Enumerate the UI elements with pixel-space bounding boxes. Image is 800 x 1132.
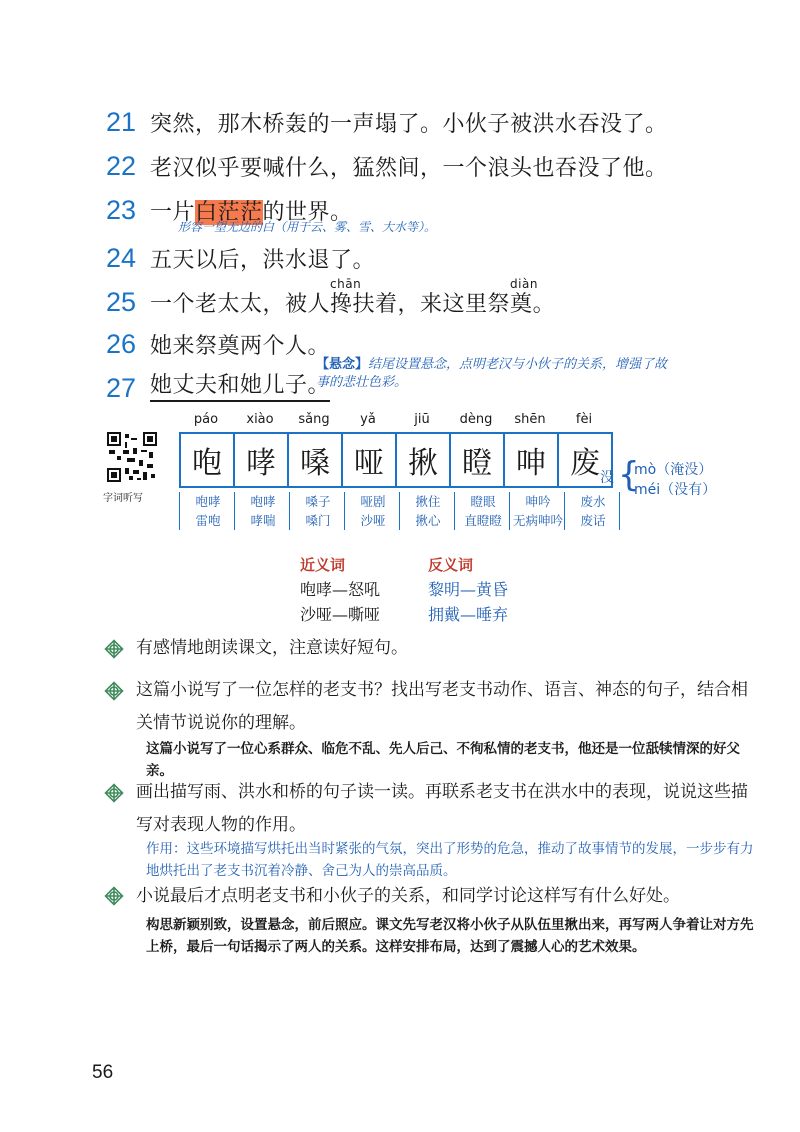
qr-code-icon[interactable] bbox=[107, 432, 157, 482]
vocab-pinyin: shēn bbox=[514, 412, 546, 427]
vocab-word: 废话 bbox=[580, 513, 606, 528]
vocab-word-column bbox=[234, 492, 289, 530]
sentence-text bbox=[150, 277, 556, 317]
vocab-word-column bbox=[564, 492, 620, 530]
vocab-word: 哮喘 bbox=[250, 513, 276, 528]
vocab-word: 沙哑 bbox=[360, 513, 386, 528]
vocab-word-column bbox=[509, 492, 564, 530]
annotation-text: 结尾设置悬念，点明老汉与小伙子的关系，增强了故事的悲壮色彩。 bbox=[316, 357, 668, 390]
vocab-word: 嗓门 bbox=[305, 513, 331, 528]
annotated-char: 搀 bbox=[330, 292, 353, 317]
vocab-char: 揪 bbox=[397, 434, 451, 486]
sentence-number: 25 bbox=[106, 287, 137, 317]
synonyms-block bbox=[300, 554, 380, 625]
question-bullet-icon bbox=[103, 885, 125, 907]
polyphone-reading: méi（没有） bbox=[634, 482, 717, 498]
vocab-word: 瞪眼 bbox=[470, 494, 496, 509]
sentence-text: 她来祭奠两个人。 bbox=[150, 334, 331, 359]
question-3: 画出描写雨、洪水和桥的句子读一读。再联系老支书在洪水中的表现，说说这些描写对表现人物的作用。 bbox=[136, 782, 748, 835]
sentence-text-part: 扶着，来这里祭 bbox=[352, 292, 511, 317]
vocab-char-table bbox=[179, 432, 613, 488]
annotated-char: 奠 bbox=[510, 292, 533, 317]
vocab-word-column bbox=[289, 492, 344, 530]
polyphone-reading: mò（淹没） bbox=[634, 462, 713, 478]
vocab-word-column bbox=[399, 492, 454, 530]
qr-label: 字词听写 bbox=[103, 493, 143, 504]
polyphone-char: 没 bbox=[600, 470, 614, 486]
vocab-word: 揪心 bbox=[415, 513, 441, 528]
highlighted-word: 白茫茫 bbox=[195, 200, 263, 225]
sentence-number: 27 bbox=[106, 373, 137, 403]
vocab-char: 咆 bbox=[181, 434, 235, 486]
antonyms-title: 反义词 bbox=[428, 556, 474, 574]
sentence-27 bbox=[106, 362, 330, 402]
sentence-text: 她丈夫和她儿子。 bbox=[150, 375, 330, 402]
question-1: 有感情地朗读课文，注意读好短句。 bbox=[136, 638, 408, 658]
brace-icon: { bbox=[618, 455, 640, 495]
question-4: 小说最后才点明老支书和小伙子的关系，和同学讨论这样写有什么好处。 bbox=[136, 886, 680, 906]
vocab-word: 咆哮 bbox=[250, 494, 276, 509]
pinyin-annotation: diàn bbox=[510, 277, 538, 291]
sentence-text: 老汉似乎要喊什么，猛然间，一个浪头也吞没了他。 bbox=[150, 156, 668, 181]
vocab-word: 直瞪瞪 bbox=[464, 513, 502, 528]
vocab-words-row bbox=[179, 492, 620, 530]
vocab-word-column bbox=[344, 492, 399, 530]
antonym-pair: 拥戴—唾弃 bbox=[428, 605, 509, 624]
antonym-pair: 黎明—黄昏 bbox=[428, 580, 509, 599]
sentence-21 bbox=[106, 96, 668, 136]
vocab-pinyin: xiào bbox=[246, 412, 274, 427]
sentence-22 bbox=[106, 140, 668, 180]
question-bullet-icon bbox=[103, 680, 125, 702]
word-annotation: 形容一望无边的白（用于云、雾、雪、大水等）。 bbox=[178, 220, 437, 234]
vocab-char: 废 bbox=[570, 446, 600, 481]
vocab-char: 哑 bbox=[343, 434, 397, 486]
sentence-text-part: 的世界。 bbox=[262, 200, 353, 225]
vocab-char: 呻 bbox=[505, 434, 559, 486]
vocab-word: 呻吟 bbox=[525, 494, 551, 509]
sentence-number: 24 bbox=[106, 243, 137, 273]
question-bullet-icon bbox=[103, 782, 125, 804]
vocab-pinyin: páo bbox=[193, 412, 219, 427]
vocab-word: 嗓子 bbox=[305, 494, 331, 509]
antonyms-block bbox=[428, 554, 508, 625]
vocab-word: 无病呻吟 bbox=[512, 513, 563, 528]
sentence-26 bbox=[106, 318, 330, 358]
vocab-word-column bbox=[454, 492, 509, 530]
answer-3: 作用：这些环境描写烘托出当时紧张的气氛，突出了形势的危急，推动了故事情节的发展，一步步有力地烘托出了老支书沉着冷静、舍己为人的崇高品质。 bbox=[146, 841, 754, 879]
question-2: 这篇小说写了一位怎样的老支书？找出写老支书动作、语言、神态的句子，结合相关情节说说你的理解。 bbox=[136, 680, 748, 733]
sentence-text: 五天以后，洪水退了。 bbox=[150, 248, 376, 273]
vocab-pinyin: sǎng bbox=[298, 412, 330, 427]
vocab-word-column bbox=[179, 492, 234, 530]
vocab-word: 废水 bbox=[580, 494, 606, 509]
page-number: 56 bbox=[92, 1062, 114, 1083]
vocab-pinyin: jiū bbox=[414, 412, 430, 427]
vocab-word: 咆哮 bbox=[195, 494, 221, 509]
vocab-pinyin-row bbox=[179, 412, 611, 427]
annotation-tag: 【悬念】 bbox=[316, 357, 369, 372]
sentence-24 bbox=[106, 232, 375, 272]
answer-2: 这篇小说写了一位心系群众、临危不乱、先人后己、不徇私情的老支书，他还是一位舐犊情深的好父亲。 bbox=[146, 741, 740, 779]
vocab-pinyin: yǎ bbox=[360, 412, 376, 427]
sentence-text-part: 。 bbox=[532, 292, 556, 317]
sentence-number: 22 bbox=[106, 151, 137, 181]
sentence-number: 26 bbox=[106, 329, 137, 359]
vocab-word: 揪住 bbox=[415, 494, 441, 509]
vocab-char: 嗓 bbox=[289, 434, 343, 486]
synonym-pair: 沙哑—嘶哑 bbox=[300, 605, 381, 624]
vocab-word: 哑剧 bbox=[360, 494, 386, 509]
question-bullet-icon bbox=[103, 638, 125, 660]
vocab-pinyin: fèi bbox=[575, 412, 593, 427]
sentence-25 bbox=[106, 276, 555, 316]
synonyms-title: 近义词 bbox=[300, 556, 346, 574]
sentence-number: 21 bbox=[106, 107, 137, 137]
vocab-word: 雷咆 bbox=[195, 513, 221, 528]
vocab-char: 哮 bbox=[235, 434, 289, 486]
sentence-text-part: 一片 bbox=[150, 200, 196, 225]
vocab-char: 瞪 bbox=[451, 434, 505, 486]
sentence-number: 23 bbox=[106, 195, 137, 225]
pinyin-annotation: chān bbox=[330, 277, 362, 291]
vocab-pinyin: dèng bbox=[459, 412, 493, 427]
synonym-pair: 咆哮—怒吼 bbox=[300, 580, 381, 599]
sentence-text-part: 一个老太太，被人 bbox=[150, 292, 331, 317]
suspense-annotation bbox=[316, 356, 676, 392]
sentence-text: 突然，那木桥轰的一声塌了。小伙子被洪水吞没了。 bbox=[150, 112, 668, 137]
answer-4: 构思新颖别致，设置悬念，前后照应。课文先写老汉将小伙子从队伍里揪出来，再写两人争着让对方先上桥，最后一句话揭示了两人的关系。这样安排布局，达到了震撼人心的艺术效果。 bbox=[146, 917, 754, 955]
